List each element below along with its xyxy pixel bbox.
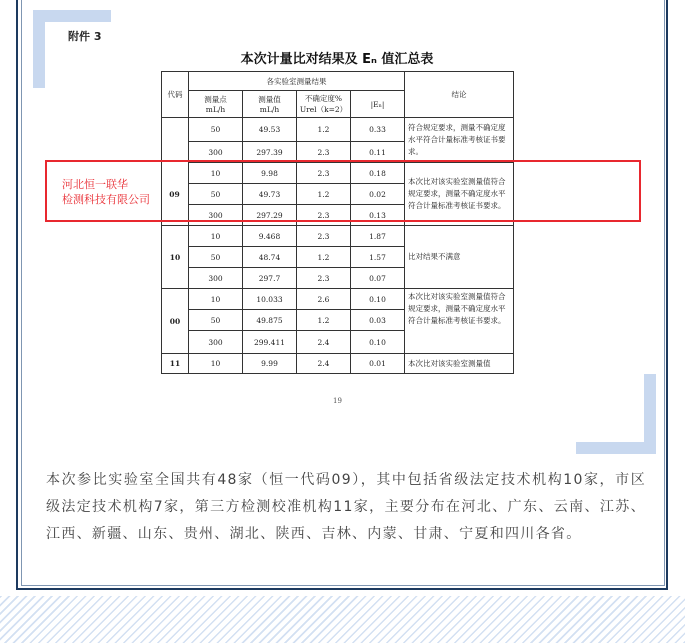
attachment-label: 附件 3 xyxy=(68,30,102,43)
company-annotation-line1: 河北恒一联华 xyxy=(62,178,128,191)
measured-cell: 299.411 xyxy=(243,331,297,354)
measured-cell: 297.7 xyxy=(243,268,297,289)
header-conclusion: 结论 xyxy=(405,72,514,118)
table-row xyxy=(162,226,514,247)
summary-paragraph: 本次参比实验室全国共有48家（恒一代码09），其中包括省级法定技术机构10家，市区级法定技术机构7家，第三方检测校准机构11家，主要分布在河北、广东、云南、江苏、江西、新疆、山东、贵州、湖北、陕西、吉林、内蒙、甘肃、宁夏和四川各省。 xyxy=(46,472,646,542)
document-title: 本次计量比对结果及 Eₙ 值汇总表 xyxy=(240,52,434,67)
measured-cell: 49.875 xyxy=(243,310,297,331)
en-cell: 0.03 xyxy=(351,310,405,331)
corner-decoration-bottom-right-h xyxy=(576,442,656,454)
table-row xyxy=(162,118,514,142)
en-cell: 0.18 xyxy=(351,163,405,184)
header-en: |Eₙ| xyxy=(351,91,405,118)
code-09-label: 09 xyxy=(169,190,180,199)
en-cell: 0.02 xyxy=(351,184,405,205)
page-number: 19 xyxy=(333,397,342,405)
uncertainty-cell: 2.3 xyxy=(297,142,351,163)
uncertainty-cell: 2.3 xyxy=(297,226,351,247)
uncertainty-cell: 1.2 xyxy=(297,118,351,142)
point-cell: 10 xyxy=(189,289,243,310)
code-cell: 00 xyxy=(162,289,189,354)
header-point-label: 测量点 xyxy=(204,95,227,104)
measured-cell: 48.74 xyxy=(243,247,297,268)
header-uncertainty-sub: Urel（k=2） xyxy=(299,105,348,114)
code-cell: 10 xyxy=(162,226,189,289)
point-cell: 50 xyxy=(189,247,243,268)
uncertainty-cell: 2.4 xyxy=(297,331,351,354)
results-table xyxy=(161,71,514,374)
point-cell: 10 xyxy=(189,226,243,247)
en-cell: 1.57 xyxy=(351,247,405,268)
point-cell: 50 xyxy=(189,118,243,142)
conclusion-cell: 本次比对该实验室测量值符合规定要求，测量不确定度水平符合计量标准考核证书要求。 xyxy=(405,289,514,354)
uncertainty-cell: 1.2 xyxy=(297,247,351,268)
measured-cell: 10.033 xyxy=(243,289,297,310)
en-cell: 0.10 xyxy=(351,331,405,354)
point-cell: 300 xyxy=(189,331,243,354)
uncertainty-cell: 2.6 xyxy=(297,289,351,310)
measured-cell: 297.39 xyxy=(243,142,297,163)
en-cell: 0.11 xyxy=(351,142,405,163)
measured-cell: 297.29 xyxy=(243,205,297,226)
measured-cell: 9.468 xyxy=(243,226,297,247)
header-measured xyxy=(243,91,297,118)
header-measured-label: 测量值 xyxy=(258,95,281,104)
en-cell: 1.87 xyxy=(351,226,405,247)
measured-cell: 9.99 xyxy=(243,354,297,374)
uncertainty-cell: 2.3 xyxy=(297,205,351,226)
header-point-unit: mL/h xyxy=(205,105,226,114)
point-cell: 300 xyxy=(189,205,243,226)
header-code: 代码 xyxy=(162,72,189,118)
measured-cell: 49.53 xyxy=(243,118,297,142)
en-cell: 0.10 xyxy=(351,289,405,310)
uncertainty-cell: 2.3 xyxy=(297,163,351,184)
conclusion-cell: 比对结果不满意 xyxy=(405,226,514,289)
header-uncertainty-label: 不确定度% xyxy=(304,94,343,103)
point-cell: 50 xyxy=(189,310,243,331)
uncertainty-cell: 1.2 xyxy=(297,310,351,331)
en-cell: 0.13 xyxy=(351,205,405,226)
point-cell: 10 xyxy=(189,163,243,184)
corner-decoration-top-left-h xyxy=(33,10,111,22)
point-cell: 300 xyxy=(189,268,243,289)
highlight-box xyxy=(45,160,641,222)
en-cell: 0.33 xyxy=(351,118,405,142)
footer-pattern xyxy=(0,596,685,643)
point-cell: 300 xyxy=(189,142,243,163)
en-cell: 0.07 xyxy=(351,268,405,289)
header-group: 各实验室测量结果 xyxy=(189,72,405,91)
code-cell: 11 xyxy=(162,354,189,374)
table-row xyxy=(162,289,514,310)
uncertainty-cell: 2.3 xyxy=(297,268,351,289)
table-row xyxy=(162,354,514,374)
header-uncertainty xyxy=(297,91,351,118)
en-cell: 0.01 xyxy=(351,354,405,374)
uncertainty-cell: 1.2 xyxy=(297,184,351,205)
point-cell: 50 xyxy=(189,184,243,205)
measured-cell: 49.73 xyxy=(243,184,297,205)
measured-cell: 9.98 xyxy=(243,163,297,184)
conclusion-cell: 本次比对该实验室测量值 xyxy=(405,354,514,374)
uncertainty-cell: 2.4 xyxy=(297,354,351,374)
header-measured-unit: mL/h xyxy=(259,105,280,114)
conclusion-cell: 本次比对该实验室测量值符合规定要求，测量不确定度水平符合计量标准考核证书要求。 xyxy=(405,163,514,226)
point-cell: 10 xyxy=(189,354,243,374)
header-point xyxy=(189,91,243,118)
company-annotation-line2: 检测科技有限公司 xyxy=(62,193,150,206)
conclusion-cell: 符合规定要求，测量不确定度水平符合计量标准考核证书要求。 xyxy=(405,118,514,163)
